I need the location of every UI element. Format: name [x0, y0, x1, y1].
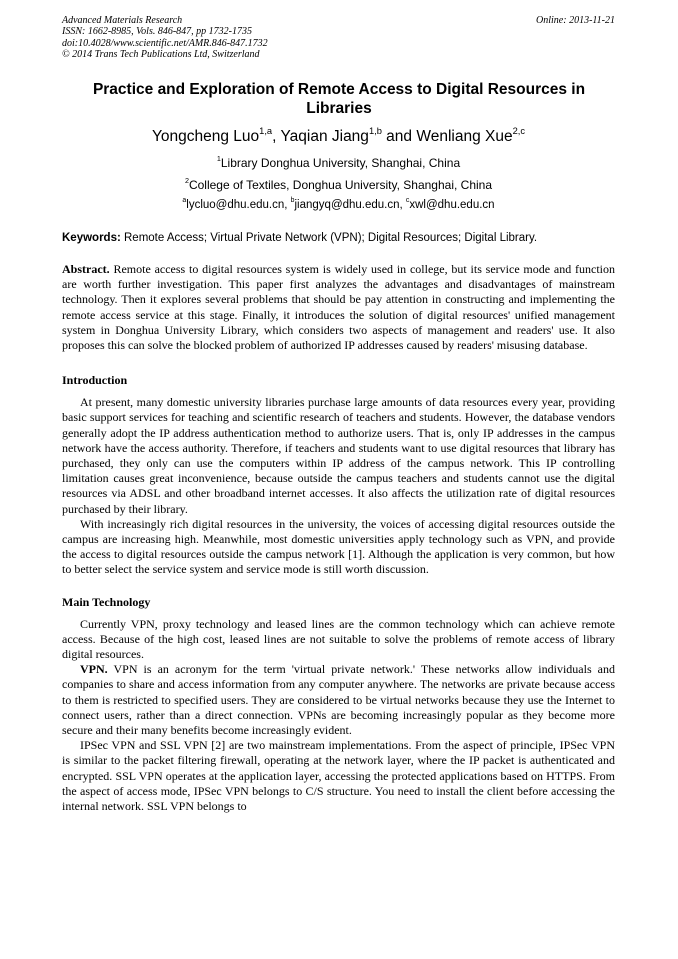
keywords-line — [62, 232, 615, 244]
email-superscript: a — [182, 197, 187, 205]
email-superscript: c — [405, 197, 410, 205]
keywords-label: Keywords: — [62, 232, 121, 244]
paper-title: Practice and Exploration of Remote Access to Digital Resources in Libraries — [92, 81, 586, 117]
abstract-label: Abstract. — [62, 262, 110, 276]
abstract-text: Remote access to digital resources system is widely used in college, but its service mode and function are worth further investigation. This paper first analyzes the advantages and disadvantages of mainstream technology. Then it explores several problems that should be pay attention in constructing and implementing the remote access service at this stage. Finally, it introduces the solution of digital resources' unified management system in Donghua University Library, which considers two aspects of management and readers' use. It also proposes this can solve the blocked problem of authorized IP addresses caused by readers' misusing database. — [62, 262, 615, 353]
paragraph-text: With increasingly rich digital resources in the university, the voices of accessing digital resources outside the campus are increasing high. Meanwhile, most domestic universities apply technology such as VPN, and provide the access to digital resources outside the campus network [1]. Although the application is very common, but how to better select the service system and service mode is still worth discussion. — [62, 516, 615, 577]
author-name: Yaqian Jiang — [280, 128, 369, 145]
affiliation-1 — [62, 156, 615, 170]
paper-body — [62, 262, 615, 814]
body-paragraph — [62, 662, 615, 738]
paragraph-lead: VPN. — [80, 662, 108, 677]
author-list — [62, 125, 615, 146]
body-paragraph — [62, 395, 615, 517]
paragraph-text: At present, many domestic university libraries purchase large amounts of data resources every year, providing basic support services for teaching and scientific research of teachers and students. However, the database vendors generally adopt the IP address authentication method to authorize users. That is, only IP addresses in the campus network have the access authority. Therefore, if teachers and students want to use digital resources that library has purchased, they only can use the computers within IP address of the campus network. This IP controlling limitation causes great inconvenience, because outside the campus teachers and students cannot use the digital resources via ADSL and other broadband internet accesses. It also affects the utilization rate of digital resources purchased by their library. — [62, 395, 615, 516]
paragraph-text: Currently VPN, proxy technology and leased lines are the common technology which can achieve remote access. Because of the high cost, leased lines are not suitable to solve the problems of remote access of library digital resources. — [62, 616, 615, 662]
body-paragraph — [62, 617, 615, 663]
email-address[interactable]: jiangyq@dhu.edu.cn — [294, 199, 400, 211]
abstract-paragraph — [62, 262, 615, 353]
affiliation-superscript: 1 — [216, 154, 221, 164]
email-separator: , — [284, 199, 291, 211]
keywords-text: Remote Access; Virtual Private Network (VPN); Digital Resources; Digital Library. — [124, 232, 538, 244]
copyright-line: © 2014 Trans Tech Publications Ltd, Switzerland — [62, 48, 260, 60]
section-heading-introduction: Introduction — [62, 373, 128, 388]
paragraph-text: IPSec VPN and SSL VPN [2] are two mainstream implementations. From the aspect of principle, IPSec VPN is similar to the packet filtering firewall, operating at the network layer, where the IP packet is authenticated and encrypted. SSL VPN operates at the application layer, accessing the protected applications based on HTTPS. From the aspect of access mode, IPSec VPN belongs to C/S structure. You need to install the client before accessing the internal network. SSL VPN belongs to — [62, 738, 615, 814]
email-address[interactable]: lycluo@dhu.edu.cn — [186, 199, 285, 211]
online-date: Online: 2013-11-21 — [536, 15, 615, 26]
author-separator: , — [272, 128, 281, 145]
email-list — [62, 199, 615, 211]
email-superscript: b — [290, 197, 295, 205]
author-separator: and — [381, 128, 417, 145]
email-address[interactable]: xwl@dhu.edu.cn — [409, 199, 495, 211]
affiliation-text: College of Textiles, Donghua University, Shanghai, China — [188, 178, 493, 192]
body-paragraph — [62, 738, 615, 814]
author-name: Yongcheng Luo — [151, 128, 260, 145]
author-superscript: 2,c — [512, 125, 525, 136]
email-separator: , — [399, 199, 406, 211]
section-heading-main-technology: Main Technology — [62, 594, 151, 609]
affiliation-text: Library Donghua University, Shanghai, China — [220, 156, 461, 170]
paragraph-text: VPN is an acronym for the term 'virtual private network.' These networks allow individuals and companies to share and access information from any computer anywhere. The networks are private because access to them is restricted to specified users. They are considered to be virtual networks because they use the Internet to connect users, rather than a direct connection. VPNs are becoming increasingly popular as they become more secure and their many benefits become increasingly evident. — [62, 662, 615, 738]
author-name: Wenliang Xue — [416, 128, 513, 145]
affiliation-superscript: 2 — [184, 176, 189, 186]
body-paragraph — [62, 517, 615, 578]
doi-line: doi:10.4028/www.scientific.net/AMR.846-847.1732 — [62, 37, 268, 49]
journal-name: Advanced Materials Research — [62, 15, 183, 26]
affiliation-2 — [62, 178, 615, 192]
issn-line: ISSN: 1662-8985, Vols. 846-847, pp 1732-1735 — [62, 26, 252, 38]
journal-metadata — [62, 15, 268, 60]
author-superscript: 1,b — [368, 125, 382, 136]
author-superscript: 1,a — [259, 125, 273, 136]
